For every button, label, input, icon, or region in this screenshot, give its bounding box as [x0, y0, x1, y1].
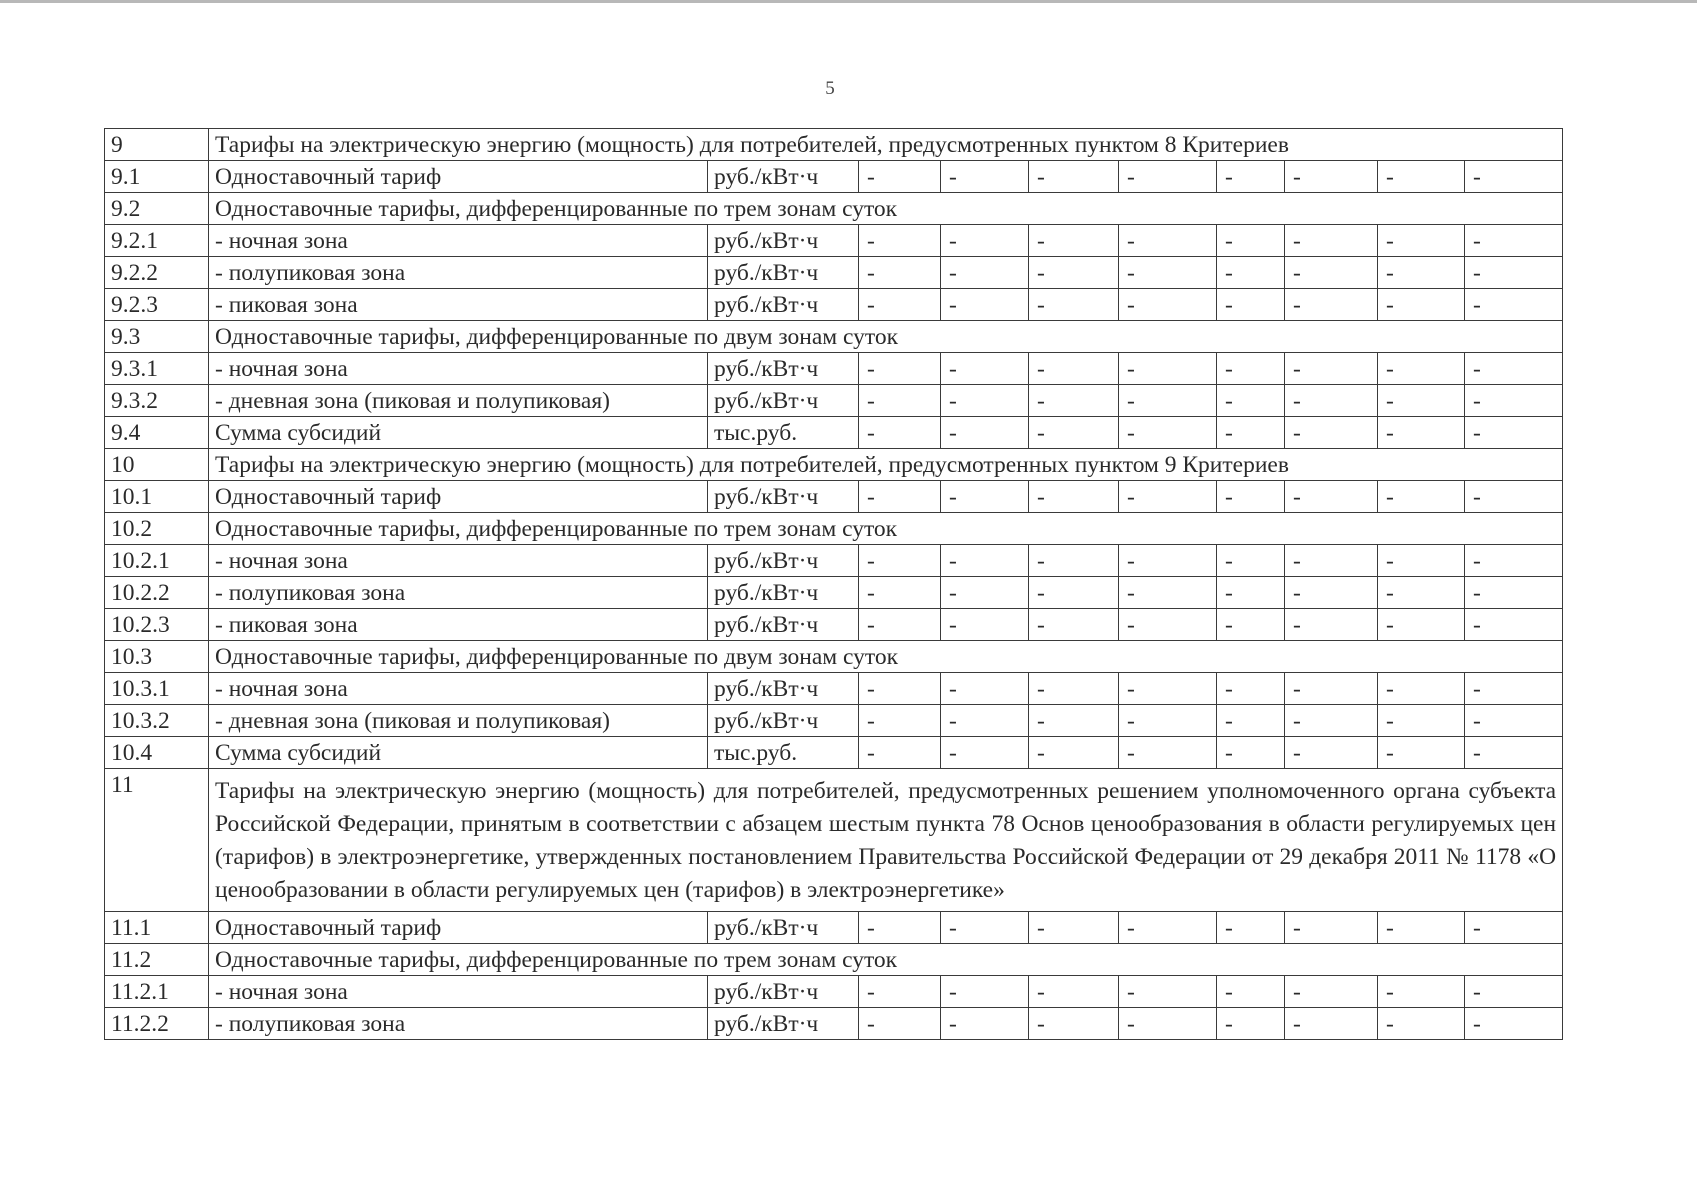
- value-cell: -: [859, 545, 941, 577]
- table-row: [105, 417, 1563, 449]
- value-cell: -: [1378, 257, 1465, 289]
- section-heading: Одноставочные тарифы, дифференцированные по трем зонам суток: [209, 193, 1563, 225]
- value-cell: -: [941, 225, 1029, 257]
- value-cell: -: [1119, 705, 1217, 737]
- value-cell: -: [1119, 289, 1217, 321]
- value-cell: -: [1029, 705, 1119, 737]
- table-row: [105, 943, 1563, 975]
- top-scan-edge: [0, 0, 1697, 3]
- table-row: [105, 449, 1563, 481]
- unit-of-measure: тыс.руб.: [708, 417, 859, 449]
- value-cell: -: [1378, 577, 1465, 609]
- value-cell: -: [1217, 737, 1285, 769]
- value-cell: -: [941, 545, 1029, 577]
- section-heading: Одноставочные тарифы, дифференцированные по трем зонам суток: [209, 513, 1563, 545]
- value-cell: -: [1285, 737, 1378, 769]
- value-cell: -: [1217, 225, 1285, 257]
- value-cell: -: [1217, 545, 1285, 577]
- value-cell: -: [1378, 225, 1465, 257]
- section-heading: Одноставочные тарифы, дифференцированные по двум зонам суток: [209, 641, 1563, 673]
- value-cell: -: [1029, 481, 1119, 513]
- value-cell: -: [1029, 417, 1119, 449]
- value-cell: -: [1378, 1007, 1465, 1039]
- value-cell: -: [859, 737, 941, 769]
- value-cell: -: [859, 975, 941, 1007]
- value-cell: -: [1029, 289, 1119, 321]
- value-cell: -: [1029, 353, 1119, 385]
- unit-of-measure: руб./кВт·ч: [708, 481, 859, 513]
- indicator-name: - полупиковая зона: [209, 257, 708, 289]
- value-cell: -: [859, 289, 941, 321]
- value-cell: -: [859, 257, 941, 289]
- table-row: [105, 321, 1563, 353]
- table-row: [105, 257, 1563, 289]
- value-cell: -: [1378, 289, 1465, 321]
- unit-of-measure: руб./кВт·ч: [708, 705, 859, 737]
- value-cell: -: [1119, 353, 1217, 385]
- tariff-table-body: [105, 129, 1563, 1040]
- table-row: [105, 129, 1563, 161]
- value-cell: -: [1378, 545, 1465, 577]
- value-cell: -: [1119, 225, 1217, 257]
- value-cell: -: [1378, 975, 1465, 1007]
- row-number: 9.1: [105, 161, 209, 193]
- row-number: 10.3: [105, 641, 209, 673]
- unit-of-measure: руб./кВт·ч: [708, 577, 859, 609]
- row-number: 11.1: [105, 911, 209, 943]
- indicator-name: - ночная зона: [209, 225, 708, 257]
- indicator-name: - ночная зона: [209, 673, 708, 705]
- row-number: 11.2.1: [105, 975, 209, 1007]
- unit-of-measure: руб./кВт·ч: [708, 257, 859, 289]
- row-number: 11.2: [105, 943, 209, 975]
- table-row: [105, 481, 1563, 513]
- row-number: 9: [105, 129, 209, 161]
- value-cell: -: [859, 609, 941, 641]
- indicator-name: - ночная зона: [209, 353, 708, 385]
- value-cell: -: [1029, 225, 1119, 257]
- value-cell: -: [941, 609, 1029, 641]
- indicator-name: - полупиковая зона: [209, 1007, 708, 1039]
- unit-of-measure: руб./кВт·ч: [708, 975, 859, 1007]
- section-heading: Одноставочные тарифы, дифференцированные по двум зонам суток: [209, 321, 1563, 353]
- value-cell: -: [941, 577, 1029, 609]
- value-cell: -: [1378, 161, 1465, 193]
- row-number: 10.3.1: [105, 673, 209, 705]
- value-cell: -: [1285, 225, 1378, 257]
- value-cell: -: [859, 673, 941, 705]
- value-cell: -: [1465, 911, 1563, 943]
- value-cell: -: [1285, 1007, 1378, 1039]
- indicator-name: - полупиковая зона: [209, 577, 708, 609]
- row-number: 9.3: [105, 321, 209, 353]
- value-cell: -: [1029, 911, 1119, 943]
- value-cell: -: [1119, 385, 1217, 417]
- value-cell: -: [1029, 161, 1119, 193]
- value-cell: -: [1465, 353, 1563, 385]
- indicator-name: - пиковая зона: [209, 609, 708, 641]
- value-cell: -: [859, 577, 941, 609]
- value-cell: -: [1119, 975, 1217, 1007]
- value-cell: -: [941, 289, 1029, 321]
- value-cell: -: [1465, 257, 1563, 289]
- row-number: 9.3.1: [105, 353, 209, 385]
- indicator-name: - пиковая зона: [209, 289, 708, 321]
- value-cell: -: [1465, 289, 1563, 321]
- value-cell: -: [1029, 385, 1119, 417]
- table-row: [105, 705, 1563, 737]
- row-number: 11: [105, 769, 209, 912]
- value-cell: -: [1285, 353, 1378, 385]
- section-heading: Тарифы на электрическую энергию (мощность) для потребителей, предусмотренных пунктом 8 Критериев: [209, 129, 1563, 161]
- value-cell: -: [1217, 385, 1285, 417]
- value-cell: -: [1285, 417, 1378, 449]
- value-cell: -: [1029, 737, 1119, 769]
- row-number: 10.3.2: [105, 705, 209, 737]
- indicator-name: - ночная зона: [209, 975, 708, 1007]
- value-cell: -: [1217, 481, 1285, 513]
- indicator-name: - ночная зона: [209, 545, 708, 577]
- section-heading: Одноставочные тарифы, дифференцированные по трем зонам суток: [209, 943, 1563, 975]
- value-cell: -: [1285, 577, 1378, 609]
- unit-of-measure: руб./кВт·ч: [708, 385, 859, 417]
- value-cell: -: [859, 705, 941, 737]
- value-cell: -: [1029, 1007, 1119, 1039]
- unit-of-measure: руб./кВт·ч: [708, 353, 859, 385]
- value-cell: -: [1029, 673, 1119, 705]
- value-cell: -: [1217, 705, 1285, 737]
- value-cell: -: [941, 353, 1029, 385]
- table-row: [105, 769, 1563, 912]
- row-number: 9.2.3: [105, 289, 209, 321]
- value-cell: -: [1465, 417, 1563, 449]
- value-cell: -: [1378, 385, 1465, 417]
- table-row: [105, 737, 1563, 769]
- value-cell: -: [1465, 1007, 1563, 1039]
- value-cell: -: [941, 257, 1029, 289]
- indicator-name: - дневная зона (пиковая и полупиковая): [209, 385, 708, 417]
- value-cell: -: [1029, 609, 1119, 641]
- value-cell: -: [1217, 417, 1285, 449]
- page-number: 5: [825, 78, 835, 99]
- row-number: 10.4: [105, 737, 209, 769]
- row-number: 10: [105, 449, 209, 481]
- table-row: [105, 609, 1563, 641]
- value-cell: -: [1285, 385, 1378, 417]
- value-cell: -: [1465, 609, 1563, 641]
- value-cell: -: [1285, 975, 1378, 1007]
- row-number: 11.2.2: [105, 1007, 209, 1039]
- value-cell: -: [1217, 1007, 1285, 1039]
- value-cell: -: [941, 705, 1029, 737]
- value-cell: -: [941, 975, 1029, 1007]
- value-cell: -: [1217, 609, 1285, 641]
- value-cell: -: [1378, 737, 1465, 769]
- value-cell: -: [1119, 481, 1217, 513]
- indicator-name: Одноставочный тариф: [209, 481, 708, 513]
- value-cell: -: [1465, 737, 1563, 769]
- value-cell: -: [1465, 577, 1563, 609]
- value-cell: -: [859, 161, 941, 193]
- value-cell: -: [859, 417, 941, 449]
- value-cell: -: [1285, 161, 1378, 193]
- value-cell: -: [1119, 911, 1217, 943]
- row-number: 9.2: [105, 193, 209, 225]
- table-row: [105, 161, 1563, 193]
- value-cell: -: [1119, 1007, 1217, 1039]
- value-cell: -: [1465, 161, 1563, 193]
- table-row: [105, 673, 1563, 705]
- value-cell: -: [941, 1007, 1029, 1039]
- unit-of-measure: руб./кВт·ч: [708, 545, 859, 577]
- section-heading: Тарифы на электрическую энергию (мощность) для потребителей, предусмотренных пунктом 9 Критериев: [209, 449, 1563, 481]
- row-number: 10.1: [105, 481, 209, 513]
- value-cell: -: [941, 673, 1029, 705]
- table-row: [105, 577, 1563, 609]
- indicator-name: Сумма субсидий: [209, 417, 708, 449]
- row-number: 10.2.2: [105, 577, 209, 609]
- value-cell: -: [1217, 257, 1285, 289]
- value-cell: -: [1217, 353, 1285, 385]
- value-cell: -: [1378, 705, 1465, 737]
- value-cell: -: [1217, 975, 1285, 1007]
- value-cell: -: [1465, 705, 1563, 737]
- value-cell: -: [859, 481, 941, 513]
- value-cell: -: [1285, 289, 1378, 321]
- value-cell: -: [1378, 609, 1465, 641]
- unit-of-measure: руб./кВт·ч: [708, 1007, 859, 1039]
- section-heading-paragraph: Тарифы на электрическую энергию (мощность) для потребителей, предусмотренных решением уполномоченного органа субъекта Российской Федерации, принятым в соответствии с абзацем шестым пункта 78 Основ ценообразования в области регулируемых цен (тарифов) в электроэнергетике, утвержденных постановлением Правительства Российской Федерации от 29 декабря 2011 № 1178 «О ценообразовании в области регулируемых цен (тарифов) в электроэнергетике»: [209, 769, 1563, 912]
- value-cell: -: [1378, 417, 1465, 449]
- indicator-name: Одноставочный тариф: [209, 911, 708, 943]
- unit-of-measure: руб./кВт·ч: [708, 609, 859, 641]
- value-cell: -: [859, 353, 941, 385]
- unit-of-measure: руб./кВт·ч: [708, 289, 859, 321]
- row-number: 9.2.1: [105, 225, 209, 257]
- value-cell: -: [1029, 975, 1119, 1007]
- row-number: 10.2.1: [105, 545, 209, 577]
- value-cell: -: [859, 1007, 941, 1039]
- value-cell: -: [1217, 673, 1285, 705]
- table-row: [105, 911, 1563, 943]
- value-cell: -: [1465, 975, 1563, 1007]
- value-cell: -: [1285, 705, 1378, 737]
- value-cell: -: [1119, 577, 1217, 609]
- table-row: [105, 545, 1563, 577]
- value-cell: -: [1119, 609, 1217, 641]
- value-cell: -: [1217, 161, 1285, 193]
- row-number: 9.4: [105, 417, 209, 449]
- value-cell: -: [859, 911, 941, 943]
- value-cell: -: [1029, 577, 1119, 609]
- value-cell: -: [1285, 911, 1378, 943]
- value-cell: -: [1119, 257, 1217, 289]
- value-cell: -: [1465, 545, 1563, 577]
- value-cell: -: [1217, 289, 1285, 321]
- table-row: [105, 1007, 1563, 1039]
- value-cell: -: [1285, 545, 1378, 577]
- table-row: [105, 513, 1563, 545]
- value-cell: -: [1378, 353, 1465, 385]
- value-cell: -: [1465, 385, 1563, 417]
- value-cell: -: [941, 481, 1029, 513]
- row-number: 10.2: [105, 513, 209, 545]
- value-cell: -: [859, 225, 941, 257]
- value-cell: -: [1378, 481, 1465, 513]
- unit-of-measure: руб./кВт·ч: [708, 911, 859, 943]
- indicator-name: Сумма субсидий: [209, 737, 708, 769]
- row-number: 10.2.3: [105, 609, 209, 641]
- value-cell: -: [1465, 481, 1563, 513]
- value-cell: -: [1378, 673, 1465, 705]
- table-row: [105, 641, 1563, 673]
- value-cell: -: [941, 417, 1029, 449]
- table-row: [105, 193, 1563, 225]
- value-cell: -: [1217, 577, 1285, 609]
- value-cell: -: [941, 161, 1029, 193]
- row-number: 9.2.2: [105, 257, 209, 289]
- value-cell: -: [1285, 257, 1378, 289]
- indicator-name: Одноставочный тариф: [209, 161, 708, 193]
- value-cell: -: [1029, 545, 1119, 577]
- table-row: [105, 289, 1563, 321]
- value-cell: -: [1119, 161, 1217, 193]
- value-cell: -: [1119, 545, 1217, 577]
- table-row: [105, 225, 1563, 257]
- value-cell: -: [1119, 673, 1217, 705]
- value-cell: -: [1285, 609, 1378, 641]
- value-cell: -: [1378, 911, 1465, 943]
- row-number: 9.3.2: [105, 385, 209, 417]
- value-cell: -: [1465, 673, 1563, 705]
- value-cell: -: [1029, 257, 1119, 289]
- value-cell: -: [1285, 673, 1378, 705]
- value-cell: -: [1217, 911, 1285, 943]
- table-row: [105, 353, 1563, 385]
- table-row: [105, 975, 1563, 1007]
- value-cell: -: [1465, 225, 1563, 257]
- unit-of-measure: руб./кВт·ч: [708, 673, 859, 705]
- value-cell: -: [1285, 481, 1378, 513]
- table-row: [105, 385, 1563, 417]
- value-cell: -: [1119, 417, 1217, 449]
- value-cell: -: [1119, 737, 1217, 769]
- tariff-table: [104, 128, 1563, 1040]
- unit-of-measure: руб./кВт·ч: [708, 225, 859, 257]
- value-cell: -: [859, 385, 941, 417]
- value-cell: -: [941, 911, 1029, 943]
- value-cell: -: [941, 385, 1029, 417]
- value-cell: -: [941, 737, 1029, 769]
- indicator-name: - дневная зона (пиковая и полупиковая): [209, 705, 708, 737]
- unit-of-measure: руб./кВт·ч: [708, 161, 859, 193]
- unit-of-measure: тыс.руб.: [708, 737, 859, 769]
